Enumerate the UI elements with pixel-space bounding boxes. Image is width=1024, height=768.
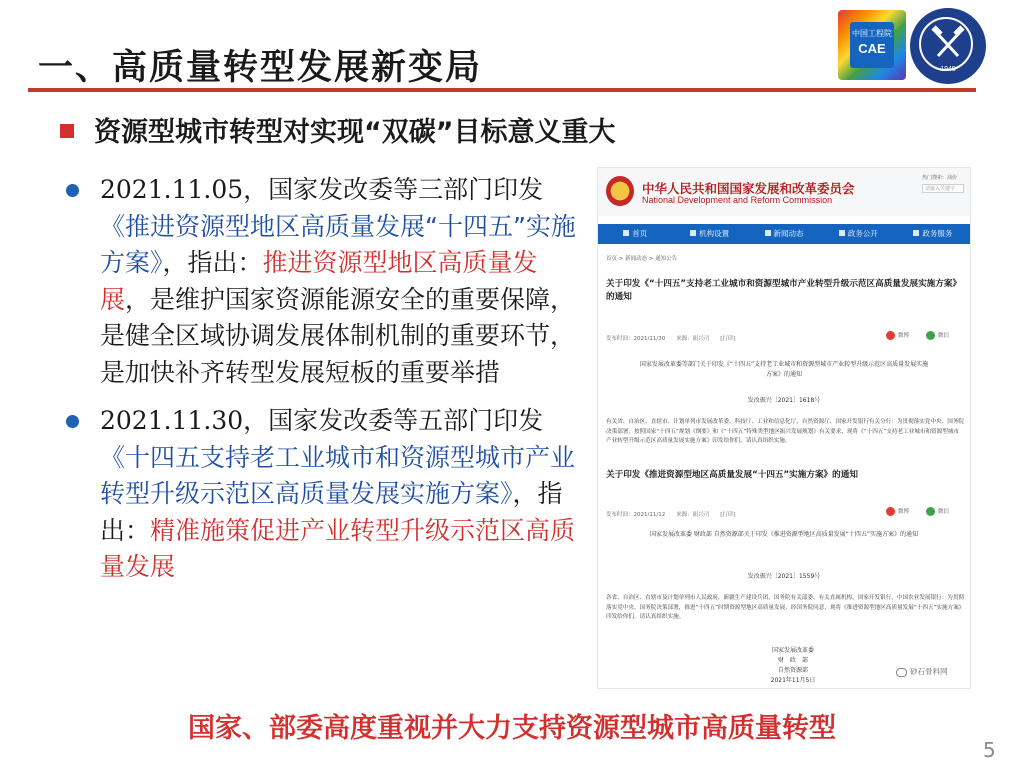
bullet-item-1 bbox=[64, 172, 584, 391]
site-org-name-cn: 中华人民共和国国家发展和改革委员会 bbox=[642, 181, 855, 196]
breadcrumb: 首页 > 新闻动态 > 通知公告 bbox=[606, 256, 678, 262]
bullet-emphasis: 精准施策促进产业转型升级示范区高质量发展 bbox=[100, 515, 576, 581]
watermark: 砂石骨料网 bbox=[896, 666, 948, 677]
site-nav-bar bbox=[598, 224, 970, 244]
ustb-logo-year: 1945 bbox=[940, 66, 956, 73]
bullet-lead: ，国家发改委等三部门印发 bbox=[243, 175, 544, 204]
slide-title: 一、高质量转型发展新变局 bbox=[38, 48, 483, 88]
document-icon bbox=[839, 230, 845, 236]
sign-date: 2021年11月5日 bbox=[770, 677, 816, 684]
crossed-hammers-icon bbox=[928, 24, 968, 64]
blue-dot-bullet-icon bbox=[66, 415, 79, 428]
article-1-body: 有关省、自治区、直辖市、计划单列市发展改革委、科技厅、工业和信息化厅、自然资源厅、国家开发银行有关分行：为贯彻落实党中央、国务院决策部署，按照国家“十四五”规划《纲要》和《“十四五”特殊类型地区振兴发展规划》有关要求，现将《“十四五”支持老工业城市和资源型城市产业转型升级示范区高质量发展实施方案》印发给你们，请认真组织实施。 bbox=[606, 419, 965, 444]
article-1-doc-number: 发改振兴〔2021〕1618号 bbox=[747, 397, 821, 404]
article-2-doc-number: 发改振兴〔2021〕1559号 bbox=[747, 573, 821, 580]
bullet-list bbox=[64, 172, 584, 586]
bullet-mid: ，指出： bbox=[100, 479, 563, 545]
bullet-date: 2021.11.30 bbox=[100, 406, 244, 435]
site-org-name-en: National Development and Reform Commission bbox=[642, 195, 833, 205]
page-number: 5 bbox=[983, 738, 996, 762]
bullet-lead: ，国家发改委等五部门印发 bbox=[243, 406, 544, 435]
bullet-item-2 bbox=[64, 403, 584, 586]
article-1-center-title: 国家发展改革委等部门关于印发《“十四五”支持老工业城市和资源型城市产业转型升级示范区高质量发展实施方案》的通知 bbox=[639, 361, 929, 378]
title-divider bbox=[28, 88, 976, 92]
blue-dot-bullet-icon bbox=[66, 184, 79, 197]
nav-item-services[interactable]: 政务服务 bbox=[896, 224, 970, 244]
red-square-bullet-icon bbox=[60, 124, 74, 138]
article-2-meta: 发布时间：2021/11/12 来源：振兴司 [打印] bbox=[606, 512, 736, 518]
weibo-icon bbox=[886, 507, 895, 516]
wechat-watermark-icon bbox=[896, 668, 907, 677]
subheading-text: 资源型城市转型对实现“双碳”目标意义重大 bbox=[94, 117, 616, 148]
article-2-body: 各省、自治区、直辖市及计划单列市人民政府，新疆生产建设兵团，国务院有关部委、有关直属机构，国家开发银行，中国农业发展银行：为贯彻落实党中央、国务院决策部署，推进“十四五”时期资源型地区高质量发展，经国务院同意，现将《推进资源型地区高质量发展“十四五”实施方案》印发给你们，请认真组织实施。 bbox=[606, 595, 965, 620]
home-icon bbox=[623, 230, 629, 236]
nav-item-open-gov[interactable]: 政务公开 bbox=[821, 224, 895, 244]
wechat-icon bbox=[926, 331, 935, 340]
article-2-center-title: 国家发展改革委 财政部 自然资源部关于印发《推进资源型地区高质量发展“十四五”实施方案》的通知 bbox=[649, 531, 919, 538]
national-emblem-icon bbox=[606, 176, 634, 206]
ustb-logo bbox=[910, 8, 986, 84]
news-icon bbox=[765, 230, 771, 236]
bullet-emphasis: 推进资源型地区高质量发展 bbox=[100, 248, 538, 314]
section-subheading bbox=[60, 110, 616, 149]
article-1-meta: 发布时间：2021/11/30 来源：振兴司 [打印] bbox=[606, 336, 736, 342]
article-1-title[interactable]: 关于印发《“十四五”支持老工业城市和资源型城市产业转型升级示范区高质量发展实施方案》的通知 bbox=[606, 279, 962, 302]
wechat-icon bbox=[926, 507, 935, 516]
article-1-wechat-share[interactable]: 微信 bbox=[926, 331, 949, 340]
document-title-link: 《推进资源型地区高质量发展“十四五”实施方案》 bbox=[100, 211, 576, 277]
cae-logo bbox=[838, 10, 906, 80]
bullet-date: 2021.11.05 bbox=[100, 175, 244, 204]
document-title-link: 《十四五支持老工业城市和资源型城市产业转型升级示范区高质量发展实施方案》 bbox=[100, 442, 576, 508]
article-1-weibo-share[interactable]: 微博 bbox=[886, 331, 909, 340]
bullet-mid: ，指出： bbox=[162, 248, 263, 277]
signer-1: 国家发展改革委 bbox=[771, 647, 814, 654]
ndrc-webpage-screenshot bbox=[598, 168, 970, 688]
nav-item-org[interactable]: 机构设置 bbox=[672, 224, 746, 244]
signer-2: 财 政 部 bbox=[777, 657, 808, 664]
bullet-rest: ，是维护国家资源能源安全的重要保障，是健全区域协调发展体制机制的重要环节，是加快补齐转型发展短板的重要举措 bbox=[100, 284, 576, 387]
org-chart-icon bbox=[690, 230, 696, 236]
cae-logo-en: CAE bbox=[858, 41, 886, 56]
conclusion-text: 国家、部委高度重视并大力支持资源型城市高质量转型 bbox=[188, 713, 836, 744]
site-header bbox=[598, 168, 970, 216]
article-2-title[interactable]: 关于印发《推进资源型地区高质量发展“十四五”实施方案》的通知 bbox=[606, 470, 858, 480]
hot-search-label: 热门搜索：油价 bbox=[922, 175, 958, 181]
cae-logo-cn: 中国工程院 bbox=[852, 29, 892, 38]
service-icon bbox=[913, 230, 919, 236]
nav-item-news[interactable]: 新闻动态 bbox=[747, 224, 821, 244]
signer-3: 自然资源部 bbox=[777, 667, 808, 674]
article-2-wechat-share[interactable]: 微信 bbox=[926, 507, 949, 516]
weibo-icon bbox=[886, 331, 895, 340]
site-search-input[interactable]: 请输入关键字 bbox=[922, 184, 964, 193]
nav-item-home[interactable]: 首页 bbox=[598, 224, 672, 244]
article-2-weibo-share[interactable]: 微博 bbox=[886, 507, 909, 516]
